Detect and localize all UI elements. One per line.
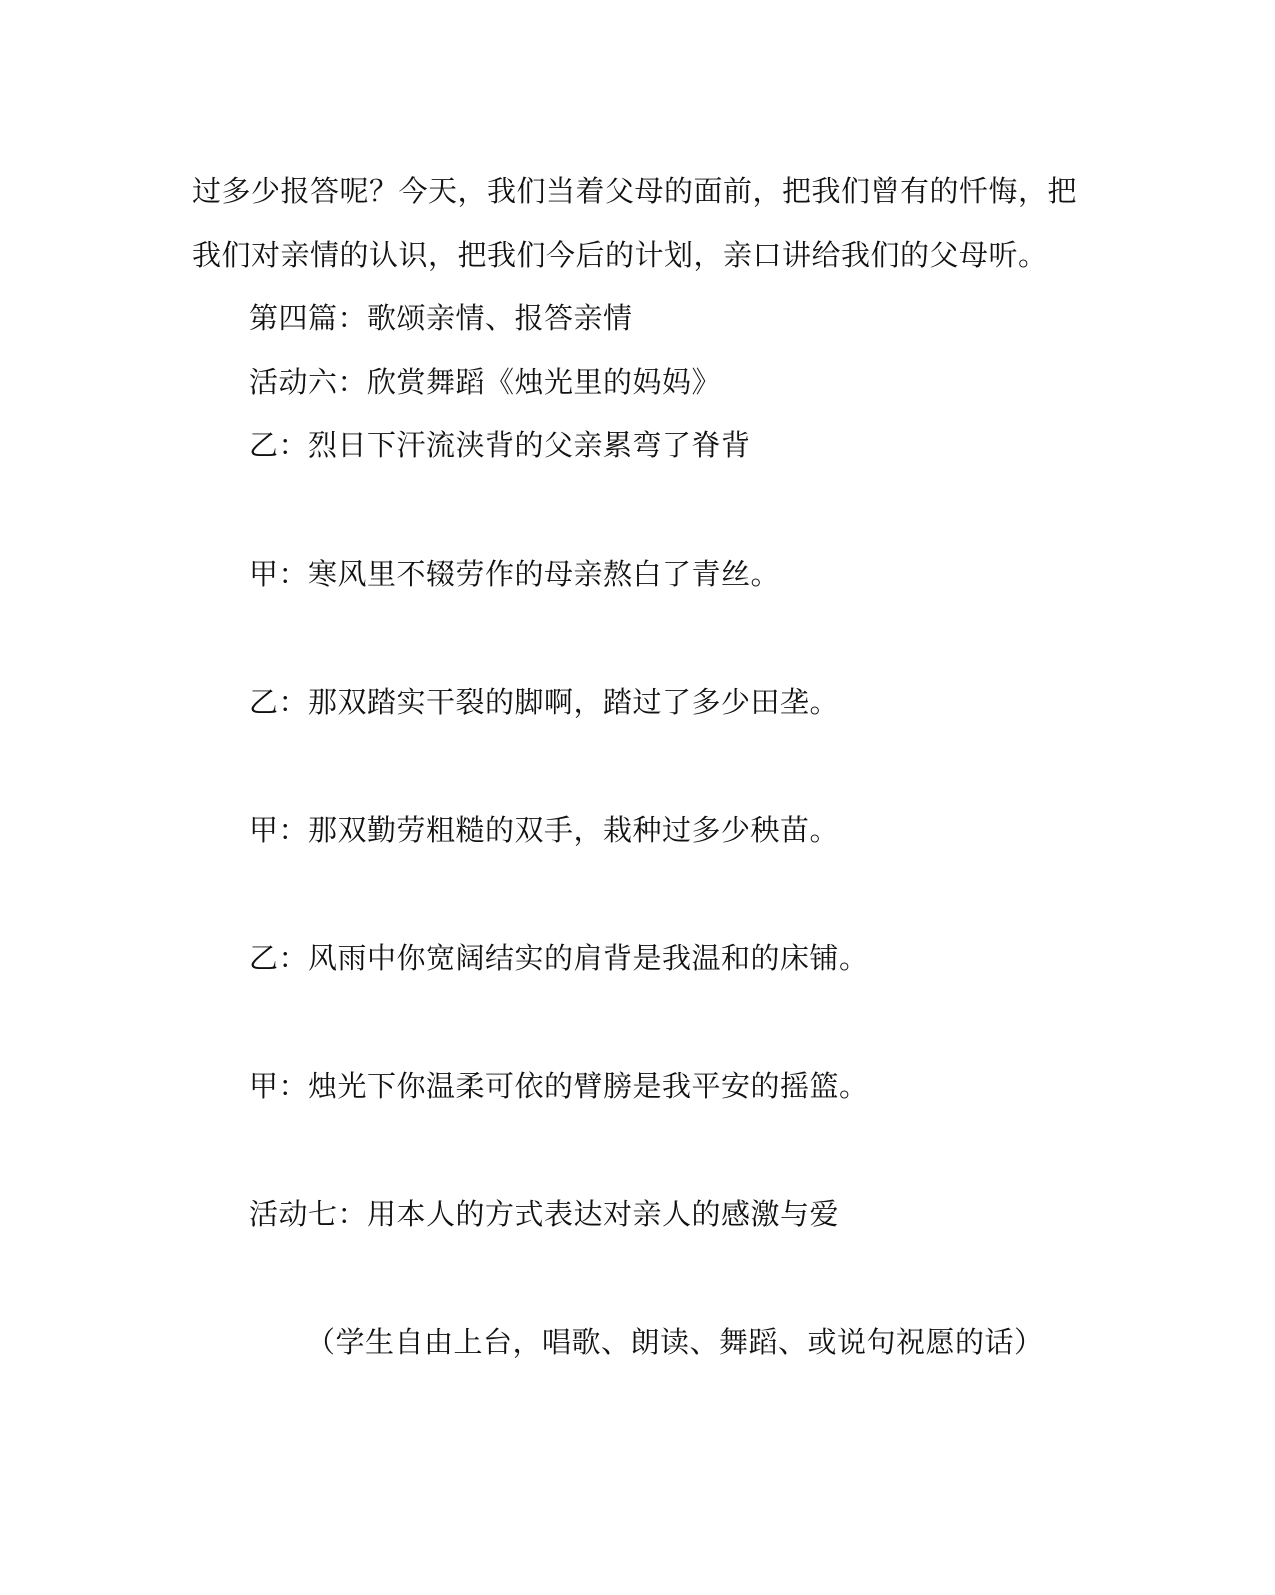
dialogue-line: 乙：那双踏实干裂的脚啊，踏过了多少田垄。 (249, 685, 840, 719)
activity-heading: 活动七：用本人的方式表达对亲人的感激与爱 (249, 1197, 840, 1231)
stage-direction: （学生自由上台，唱歌、朗读、舞蹈、或说句祝愿的话） (306, 1325, 1044, 1359)
dialogue-line: 甲：寒风里不辍劳作的母亲熬白了青丝。 (249, 557, 781, 591)
section-heading: 第四篇：歌颂亲情、报答亲情 (249, 301, 633, 335)
dialogue-line: 甲：烛光下你温柔可依的臂膀是我平安的摇篮。 (249, 1069, 869, 1103)
paragraph-line: 我们对亲情的认识，把我们今后的计划，亲口讲给我们的父母听。 (192, 238, 1048, 272)
paragraph-line: 过多少报答呢？今天，我们当着父母的面前，把我们曾有的忏悔，把 (192, 174, 1078, 208)
dialogue-line: 乙：风雨中你宽阔结实的肩背是我温和的床铺。 (249, 941, 869, 975)
dialogue-line: 甲：那双勤劳粗糙的双手，栽种过多少秧苗。 (249, 813, 840, 847)
dialogue-line: 乙：烈日下汗流浃背的父亲累弯了脊背 (249, 428, 751, 462)
activity-heading: 活动六：欣赏舞蹈《烛光里的妈妈》 (249, 365, 722, 399)
